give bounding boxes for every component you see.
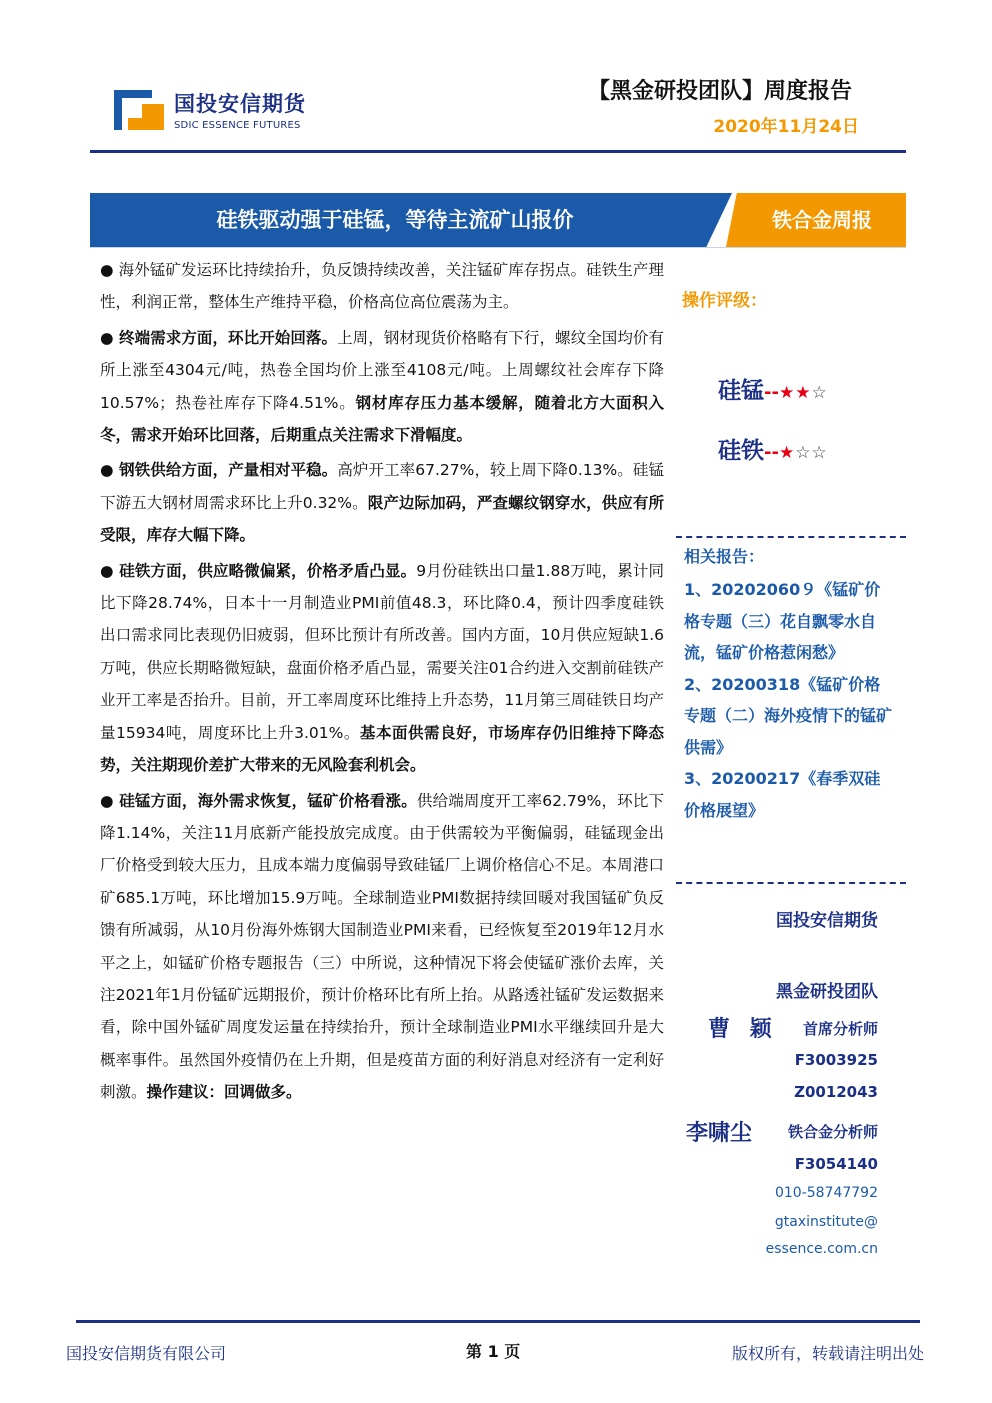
rating-dash: -- — [764, 382, 779, 403]
rating-product-name: 硅铁 — [718, 438, 764, 464]
paragraph-supply: ● 钢铁供给方面，产量相对平稳。高炉开工率67.27%，较上周下降0.13%。硅锰下游五大钢材周需求环比上升0.32%。限产边际加码，严查螺纹钢穿水，供应有所受限，库存大幅下降。 — [100, 461, 664, 545]
rating-product-name: 硅锰 — [718, 378, 764, 404]
company-logo-icon — [112, 84, 166, 132]
paragraph-summary: ● 海外锰矿发运环比持续抬升，负反馈持续改善，关注锰矿库存拐点。硅铁生产理性，利润正常，整体生产维持平稳，价格高位高位震荡为主。 — [100, 261, 664, 312]
paragraph-ferrosilicon: ● 硅铁方面，供应略微偏紧，价格矛盾凸显。9月份硅铁出口量1.88万吨，累计同比下降28.74%，日本十一月制造业PMI前值48.3，环比降0.4，预计四季度硅铁出口需求同比表现仍旧疲弱，但环比预计有所改善。国内方面，10月供应短缺1.6万吨，供应长期略微短缺，盘面价格矛盾凸显，需要关注01合约进入交割前硅铁产业开工率是否抬升。目前，开工率周度环比维持上升态势，11月第三周硅铁日均产量15934吨，周度环比上升3.01%。基本面供需良好，市场库存仍旧维持下降态势，关注期现价差扩大带来的无风险套利机会。 — [100, 561, 664, 775]
analyst-1-name: 曹 颖 — [708, 1017, 778, 1042]
logo-english-name: SDIC ESSENCE FUTURES — [174, 120, 301, 131]
related-reports-title: 相关报告： — [684, 547, 765, 566]
analyst-1-title: 首席分析师 — [802, 1020, 878, 1038]
report-type-title: 【黑金研投团队】周度报告 — [587, 79, 852, 104]
related-report-link[interactable]: 3、20200217《春季双硅价格展望》 — [684, 769, 881, 820]
organization-name: 国投安信期货 — [776, 911, 878, 931]
footer-copyright: 版权所有，转载请注明出处 — [731, 1344, 924, 1363]
analyst-2-license: F3054140 — [794, 1155, 878, 1173]
related-report-link[interactable]: 1、20202060９《锰矿价格专题（三）花自飘零水自流，锰矿价格惹闲愁》 — [684, 580, 881, 662]
rating-stars — [779, 443, 828, 463]
banner-divider — [90, 247, 906, 248]
report-category-tag: 铁合金周报 — [772, 208, 872, 232]
sidebar-divider-bottom — [676, 882, 906, 884]
report-date: 2020年11月24日 — [713, 117, 859, 137]
paragraph-demand: ● 终端需求方面，环比开始回落。上周，钢材现货价格略有下行，螺纹全国均价有所上涨至4304元/吨，热卷全国均价上涨至4108元/吨。上周螺纹社会库存下降10.57%；热卷社库存下降4.51%。钢材库存压力基本缓解，随着北方大面积入冬，需求开始环比回落，后期重点关注需求下滑幅度。 — [100, 328, 664, 445]
contact-email-line-1[interactable]: gtaxinstitute@ — [774, 1214, 878, 1230]
empty-star-icon: ☆☆ — [795, 443, 828, 463]
report-headline: 硅铁驱动强于硅锰，等待主流矿山报价 — [216, 208, 574, 232]
rating-stars — [779, 383, 828, 403]
rating-label: 操作评级： — [682, 291, 767, 311]
filled-star-icon: ★★ — [778, 383, 812, 403]
sidebar-divider-top — [676, 536, 906, 538]
analyst-1-license-1: F3003925 — [794, 1051, 878, 1069]
filled-star-icon: ★ — [778, 443, 796, 463]
rating-ferrosilicon — [718, 432, 828, 465]
related-report-link[interactable]: 2、20200318《锰矿价格专题（二）海外疫情下的锰矿供需》 — [684, 674, 893, 757]
footer-divider — [76, 1320, 920, 1323]
contact-phone: 010-58747792 — [774, 1185, 878, 1201]
rating-dash: -- — [764, 442, 779, 463]
logo-chinese-name: 国投安信期货 — [174, 92, 306, 116]
contact-email-line-2[interactable]: essence.com.cn — [765, 1241, 878, 1257]
header-divider — [90, 150, 906, 153]
rating-silicomanganese — [718, 372, 828, 405]
main-body — [100, 254, 664, 1112]
analyst-2-name: 李啸尘 — [686, 1121, 753, 1146]
page-number: 第 1 页 — [466, 1342, 521, 1361]
footer-company: 国投安信期货有限公司 — [66, 1344, 227, 1363]
related-reports-list — [684, 574, 892, 826]
empty-star-icon: ☆ — [811, 383, 828, 403]
analyst-1-license-2: Z0012043 — [794, 1083, 878, 1101]
paragraph-silicomanganese: ● 硅锰方面，海外需求恢复，锰矿价格看涨。供给端周度开工率62.79%，环比下降1.14%，关注11月底新产能投放完成度。由于供需较为平衡偏弱，硅锰现金出厂价格受到较大压力，且成本端力度偏弱导致硅锰厂上调价格信心不足。本周港口矿685.1万吨，环比增加15.9万吨。全球制造业PMI数据持续回暖对我国锰矿负反馈有所减弱，从10月份海外炼钢大国制造业PMI来看，已经恢复至2019年12月水平之上，如锰矿价格专题报告（三）中所说，这种情况下将会使锰矿涨价去库，关注2021年1月份锰矿远期报价，预计价格环比有所上抬。从路透社锰矿发运数据来看，除中国外锰矿周度发运量在持续抬升，预计全球制造业PMI水平继续回升是大概率事件。虽然国外疫情仍在上升期，但是疫苗方面的利好消息对经济有一定利好刺激。操作建议：回调做多。 — [100, 791, 664, 1102]
team-name: 黑金研投团队 — [776, 982, 878, 1002]
analyst-2-title: 铁合金分析师 — [787, 1123, 878, 1141]
